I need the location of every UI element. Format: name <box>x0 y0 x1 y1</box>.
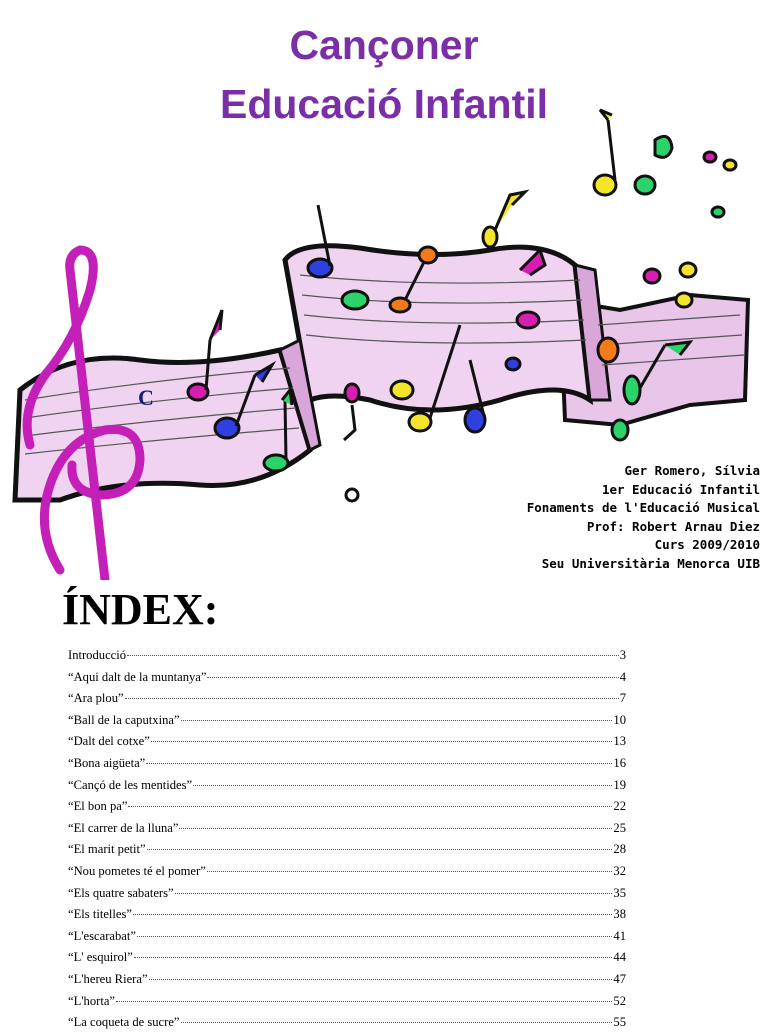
toc-entry-title: “El carrer de la lluna” <box>68 820 179 835</box>
note-magenta <box>517 312 539 328</box>
toc-leader-dots <box>175 892 613 894</box>
table-of-contents <box>68 645 626 1034</box>
toc-leader-dots <box>179 827 612 829</box>
note-orange <box>419 247 437 263</box>
toc-entry-title: “La coqueta de sucre” <box>68 1015 180 1030</box>
index-heading: ÍNDEX: <box>62 585 219 634</box>
toc-entry-title: “Cançó de les mentides” <box>68 777 193 792</box>
toc-entry[interactable] <box>68 796 626 818</box>
toc-entry[interactable] <box>68 753 626 775</box>
toc-entry[interactable] <box>68 731 626 753</box>
toc-entry[interactable] <box>68 947 626 969</box>
toc-entry-page: 32 <box>613 863 626 878</box>
toc-entry[interactable] <box>68 861 626 883</box>
toc-entry[interactable] <box>68 710 626 732</box>
note-yellow <box>409 413 431 431</box>
toc-entry-title: “L'horta” <box>68 993 116 1008</box>
professor-name: Prof: Robert Arnau Diez <box>586 518 760 534</box>
toc-entry[interactable] <box>68 1012 626 1034</box>
toc-entry[interactable] <box>68 883 626 905</box>
toc-entry-page: 28 <box>613 842 626 857</box>
note-yellow <box>594 175 616 195</box>
toc-entry-page: 55 <box>613 1015 626 1030</box>
toc-entry-page: 52 <box>613 993 626 1008</box>
toc-entry[interactable] <box>68 688 626 710</box>
toc-entry[interactable] <box>68 645 626 667</box>
toc-entry-page: 25 <box>613 820 626 835</box>
toc-entry-title: “Ara plou” <box>68 691 124 706</box>
toc-entry-title: “El bon pa” <box>68 799 128 814</box>
toc-entry-title: “Dalt del cotxe” <box>68 734 150 749</box>
toc-leader-dots <box>127 654 619 656</box>
course-level: 1er Educació Infantil <box>601 481 760 497</box>
toc-entry-title: “Aqui dalt de la muntanya” <box>68 669 207 684</box>
toc-entry-page: 16 <box>613 755 626 770</box>
toc-entry[interactable] <box>68 991 626 1013</box>
author-name: Ger Romero, Sílvia <box>624 463 760 478</box>
toc-leader-dots <box>181 719 613 721</box>
toc-entry-title: “L'escarabat” <box>68 928 136 943</box>
note-orange <box>390 298 410 312</box>
note-magenta <box>644 269 660 283</box>
common-time-symbol: C <box>138 385 154 410</box>
note-blue <box>215 418 239 438</box>
toc-leader-dots <box>128 805 612 807</box>
title-line-1: Cançoner <box>289 22 479 68</box>
toc-entry-page: 22 <box>613 799 626 814</box>
toc-entry-page: 19 <box>613 777 626 792</box>
toc-entry-page: 13 <box>613 734 626 749</box>
toc-entry-page: 35 <box>613 885 626 900</box>
toc-entry-title: Introducció <box>68 648 127 662</box>
toc-leader-dots <box>137 935 612 937</box>
toc-leader-dots <box>133 913 612 915</box>
toc-entry-title: “Bona aigüeta” <box>68 755 146 770</box>
note-green <box>264 455 288 471</box>
note-magenta <box>345 384 359 402</box>
toc-leader-dots <box>147 848 613 850</box>
note-magenta <box>704 152 716 162</box>
toc-entry-page: 7 <box>619 691 626 706</box>
note-orange <box>598 338 618 362</box>
toc-leader-dots <box>193 784 612 786</box>
toc-entry[interactable] <box>68 969 626 991</box>
toc-entry[interactable] <box>68 775 626 797</box>
note-green <box>612 420 628 440</box>
toc-leader-dots <box>149 978 613 980</box>
toc-entry-page: 3 <box>619 648 626 662</box>
toc-entry[interactable] <box>68 926 626 948</box>
note-magenta <box>346 489 358 501</box>
note-blue <box>506 358 520 370</box>
course-subject: Fonaments de l'Educació Musical <box>526 500 760 516</box>
toc-entry-title: “Els titelles” <box>68 907 132 922</box>
institution: Seu Universitària Menorca UIB <box>541 555 760 571</box>
toc-entry[interactable] <box>68 667 626 689</box>
toc-leader-dots <box>125 697 619 699</box>
toc-leader-dots <box>181 1021 613 1023</box>
note-yellow <box>391 381 413 399</box>
toc-entry-page: 44 <box>613 950 626 965</box>
toc-entry-page: 41 <box>613 928 626 943</box>
toc-entry-page: 47 <box>613 971 626 986</box>
toc-entry-page: 4 <box>619 669 626 684</box>
note-green <box>635 176 655 194</box>
academic-year: Curs 2009/2010 <box>654 537 760 553</box>
note-yellow <box>724 160 736 170</box>
toc-entry[interactable] <box>68 839 626 861</box>
toc-entry-title: “Ball de la caputxina” <box>68 712 180 727</box>
title-line-2: Educació Infantil <box>219 81 549 127</box>
note-green <box>712 207 724 217</box>
note-green <box>624 376 640 404</box>
toc-leader-dots <box>134 956 613 958</box>
note-green <box>342 291 368 309</box>
note-yellow <box>676 293 692 307</box>
author-info-block <box>527 462 760 574</box>
toc-entry-title: “El marit petit” <box>68 842 146 857</box>
toc-entry-title: “Nou pometes té el pomer” <box>68 863 206 878</box>
toc-entry[interactable] <box>68 904 626 926</box>
toc-entry-page: 38 <box>613 907 626 922</box>
note-yellow <box>483 227 497 247</box>
toc-entry-title: “L' esquirol” <box>68 950 133 965</box>
note-yellow <box>680 263 696 277</box>
toc-entry-title: “L'hereu Riera” <box>68 971 148 986</box>
toc-entry[interactable] <box>68 818 626 840</box>
toc-leader-dots <box>207 870 613 872</box>
toc-entry-page: 10 <box>613 712 626 727</box>
toc-entry-title: “Els quatre sabaters” <box>68 885 174 900</box>
toc-leader-dots <box>146 762 612 764</box>
toc-leader-dots <box>116 1000 612 1002</box>
toc-leader-dots <box>151 740 613 742</box>
toc-leader-dots <box>207 676 618 678</box>
